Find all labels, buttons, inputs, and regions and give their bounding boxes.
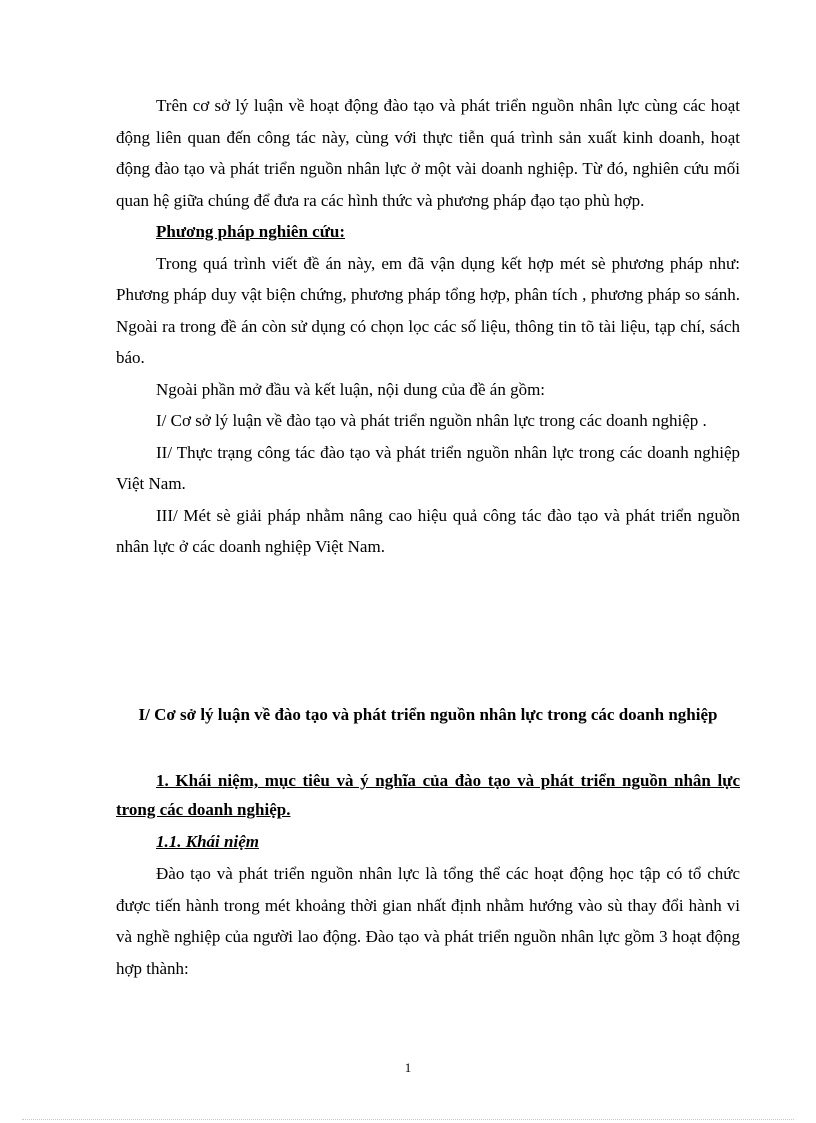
intro-paragraph: Trên cơ sở lý luận về hoạt động đào tạo và phát triển nguồn nhân lực cùng các hoạt động liên quan đến công tác này, cùng với thực tiễn quá trình sản xuất kinh doanh, hoạt động đào tạo và phát triển nguồn nhân lực ở một vài doanh nghiệp. Từ đó, nghiên cứu mối quan hệ giữa chúng để đưa ra các hình thức và phương pháp đạo tạo phù hợp.	[116, 96, 740, 210]
method-paragraph: Trong quá trình viết đề án này, em đã vận dụng kết hợp mét sè phương pháp như: Phương pháp duy vật biện chứng, phương pháp tổng hợp, phân tích , phương pháp so sánh. Ngoài ra trong đề án còn sử dụng có chọn lọc các số liệu, thông tin tõ tài liệu, tạp chí, sách báo.	[116, 253, 740, 367]
outline-item-2: II/ Thực trạng công tác đào tạo và phát triển nguồn nhân lực trong các doanh nghiệp Việt Nam.	[116, 442, 740, 493]
subsection-title: 1.1. Khái niệm	[156, 832, 259, 851]
section-title: 1. Khái niệm, mục tiêu và ý nghĩa của đào tạo và phát triển nguồn nhân lực trong các doanh nghiệp.	[116, 771, 740, 819]
body-section	[116, 858, 740, 984]
intro-section	[116, 90, 740, 563]
page-number: 1	[404, 1060, 412, 1075]
outline-item-3: III/ Mét sè giải pháp nhằm nâng cao hiệu quả công tác đào tạo và phát triển nguồn nhân lực ở các doanh nghiệp Việt Nam.	[116, 505, 740, 556]
chapter-title: I/ Cơ sở lý luận về đào tạo và phát triển nguồn nhân lực trong các doanh nghiệp	[138, 705, 718, 724]
page-bottom-divider	[22, 1119, 794, 1120]
method-heading: Phương pháp nghiên cứu:	[156, 222, 346, 241]
definition-paragraph: Đào tạo và phát triển nguồn nhân lực là tổng thể các hoạt động học tập có tổ chức được tiến hành trong mét khoảng thời gian nhất định nhằm hướng vào sù thay đổi hành vi và nghề nghiệp của người lao động. Đào tạo và phát triển nguồn nhân lực gồm 3 hoạt động hợp thành:	[116, 864, 740, 978]
outline-item-1: I/ Cơ sở lý luận về đào tạo và phát triển nguồn nhân lực trong các doanh nghiệp .	[156, 411, 707, 430]
content-intro-paragraph: Ngoài phần mở đầu và kết luận, nội dung của đề án gồm:	[156, 379, 546, 399]
